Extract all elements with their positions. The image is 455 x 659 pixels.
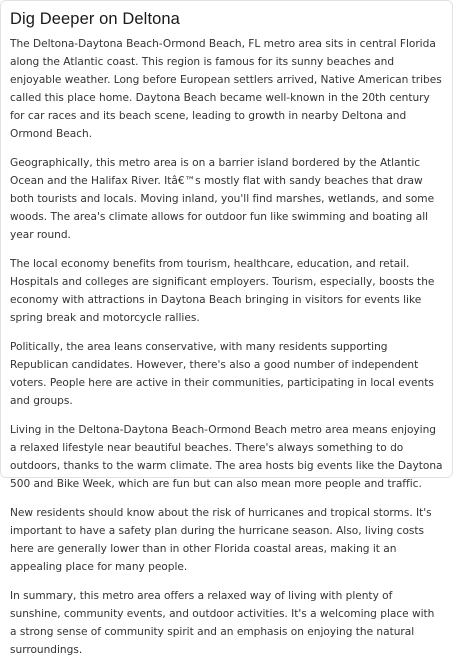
paragraph-considerations: New residents should know about the risk of hurricanes and tropical storms. It's important to have a safety plan during the hurricane season. Also, living costs here are generally lower than in other Florida coastal areas, making it an appealing place for many people. [10,507,432,573]
paragraph-summary: In summary, this metro area offers a relaxed way of living with plenty of sunshine, community events, and outdoor activities. It's a welcoming place with a strong sense of community spirit and an emphasis on enjoying the natural surroundings. [10,590,435,656]
paragraph-economy: The local economy benefits from tourism, healthcare, education, and retail. Hospitals and colleges are significant employers. Tourism, especially, boosts the economy with attractions in Daytona Beach bringing in visitors for events like spring break and motorcycle rallies. [10,258,435,324]
paragraph-lifestyle: Living in the Deltona-Daytona Beach-Ormond Beach metro area means enjoying a relaxed lifestyle near beautiful beaches. There's always something to do outdoors, thanks to the warm climate. The area hosts big events like the Daytona 500 and Bike Week, which are fun but can also mean more people and traffic. [10,424,443,490]
paragraph-history: The Deltona-Daytona Beach-Ormond Beach, FL metro area sits in central Florida along the Atlantic coast. This region is famous for its sunny beaches and enjoyable weather. Long before European settlers arrived, Native American tribes called this place home. Daytona Beach became well-known in the 20th century for car races and its beach scene, leading to growth in nearby Deltona and Ormond Beach. [10,38,442,140]
paragraph-politics: Politically, the area leans conservative, with many residents supporting Republican candidates. However, there's also a good number of independent voters. People here are active in their communities, participating in local events and groups. [10,341,434,407]
paragraph-geography: Geographically, this metro area is on a barrier island bordered by the Atlantic Ocean and the Halifax River. Itâ€™s mostly flat with sandy beaches that draw both tourists and locals. Moving inland, you'll find marshes, wetlands, and some woods. The area's climate allows for outdoor fun like swimming and boating all year round. [10,157,435,241]
article-title: Dig Deeper on Deltona [10,10,180,28]
